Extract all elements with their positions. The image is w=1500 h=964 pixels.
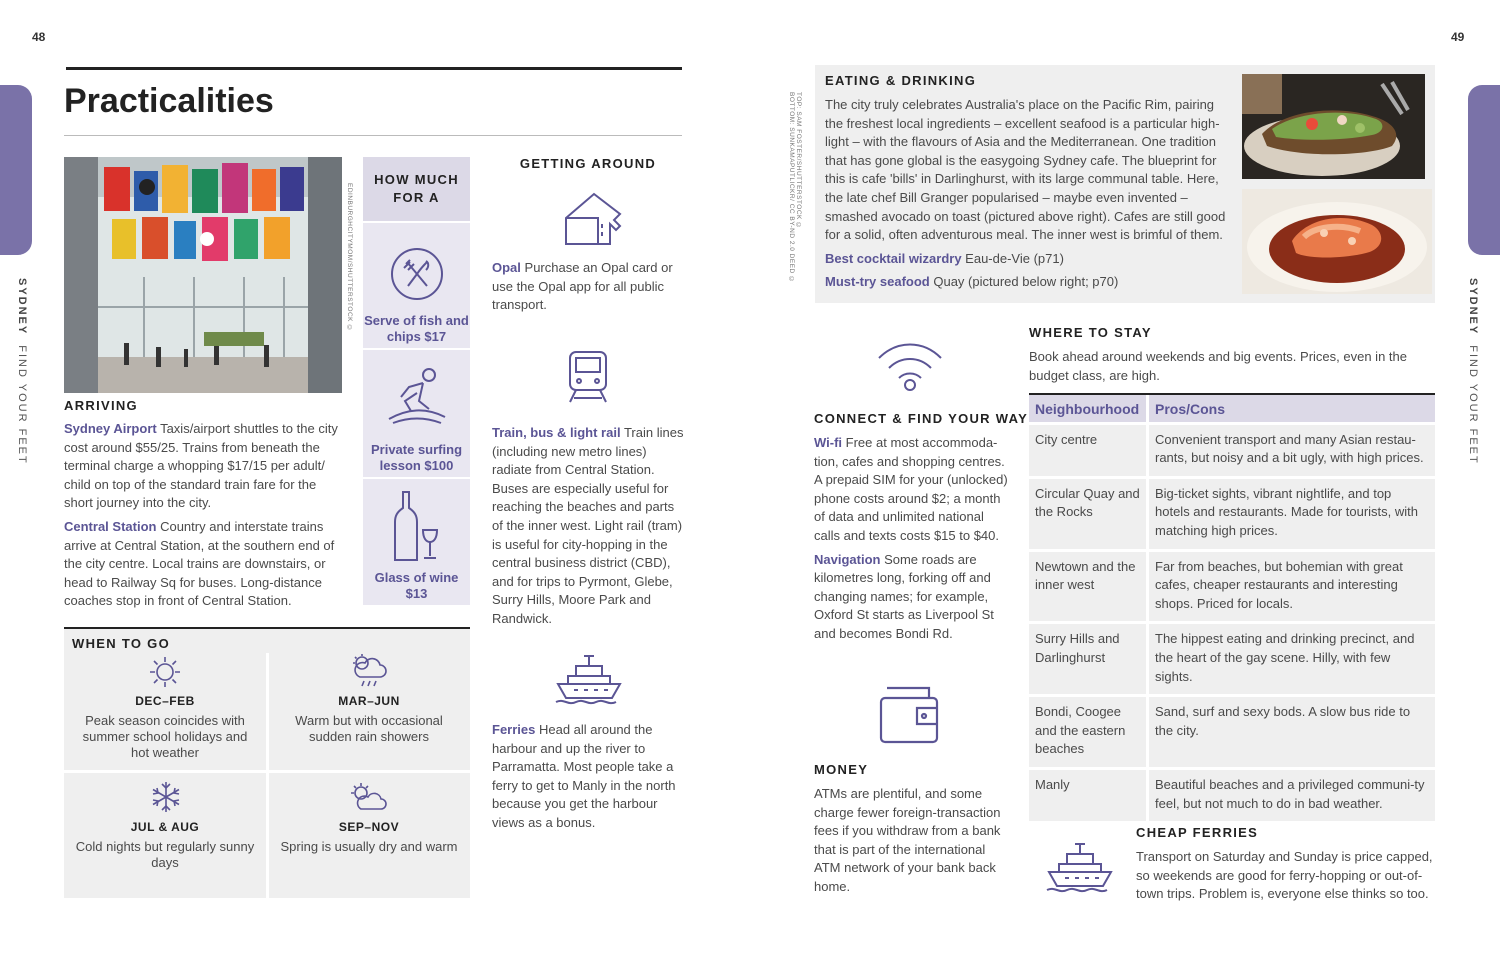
- navigation-lead: Navigation: [814, 551, 881, 567]
- season-title: JUL & AUG: [130, 820, 200, 834]
- seafood-text: Quay (pictured below right; p70): [929, 274, 1119, 290]
- photo-credit-right: [788, 92, 802, 284]
- season-card: [276, 819, 462, 855]
- season-card: [276, 693, 462, 745]
- chapter-tab-left: [0, 85, 32, 255]
- arriving-text: [64, 420, 342, 611]
- table-row: [1029, 552, 1435, 622]
- ferry-icon: [1045, 842, 1115, 894]
- season-text: Warm but with occasional sudden rain showers: [295, 713, 443, 744]
- table-row: [1029, 770, 1435, 821]
- column-header: Neighbourhood: [1029, 395, 1149, 422]
- running-head-city: SYDNEY: [1467, 278, 1479, 336]
- opal-body: Purchase an Opal card or use the Opal app for all public transport.: [492, 260, 673, 313]
- eating-text: [825, 96, 1229, 292]
- when-to-go-heading: WHEN TO GO: [72, 636, 170, 651]
- how-much-item: Glass of wine $13: [374, 570, 459, 601]
- pros-cons-cell: Big-ticket sights, vibrant nightlife, and top hotels and restaurants. Made for tourists, with matching high prices.: [1149, 479, 1435, 549]
- wine-icon: [393, 490, 443, 562]
- neighbourhood-cell: Bondi, Coogee and the eastern beaches: [1029, 697, 1149, 767]
- neighbourhood-cell: Newtown and the inner west: [1029, 552, 1149, 622]
- pros-cons-cell: Convenient transport and many Asian restau-rants, but noisy and a bit ugly, with high prices.: [1149, 425, 1435, 476]
- eating-panel: [815, 65, 1435, 303]
- season-card: [74, 819, 256, 871]
- connect-heading: CONNECT & FIND YOUR WAY: [814, 411, 1029, 426]
- pros-cons-cell: Sand, surf and sexy bods. A slow bus ride to the city.: [1149, 697, 1435, 767]
- neighbourhood-cell: City centre: [1029, 425, 1149, 476]
- table-row: [1029, 697, 1435, 767]
- where-to-stay-heading: WHERE TO STAY: [1029, 325, 1152, 340]
- getting-around-heading: GETTING AROUND: [519, 156, 657, 171]
- when-to-go-panel: [64, 629, 470, 898]
- eating-heading: EATING & DRINKING: [825, 73, 977, 88]
- column-header: Pros/Cons: [1149, 395, 1435, 422]
- title-underline: [64, 135, 682, 136]
- running-head-city: SYDNEY: [16, 278, 28, 336]
- cutlery-icon: [390, 247, 444, 301]
- where-to-stay-intro: Book ahead around weekends and big events. Prices, even in the budget class, are high.: [1029, 349, 1407, 383]
- season-card: [74, 693, 256, 761]
- page-number-right: 49: [1451, 30, 1465, 44]
- airport-text: Taxis/airport shuttles to the city cost around $55/25. Trains from beneath the terminal charge a whopping $17/15 per adult/ child on top of the standard train fare for the short journey into the city.: [64, 421, 338, 511]
- neighbourhood-cell: Surry Hills and Darlinghurst: [1029, 624, 1149, 694]
- how-much-item: Serve of fish and chips $17: [364, 313, 469, 344]
- central-lead: Central Station: [64, 518, 157, 534]
- season-title: SEP–NOV: [338, 820, 400, 834]
- page-title: Practicalities: [64, 82, 274, 120]
- surfer-icon: [387, 367, 447, 429]
- avocado-toast-photo: [1242, 74, 1425, 179]
- sun-icon: [148, 655, 182, 689]
- pros-cons-cell: Far from beaches, but bohemian with great cafes, cheaper restaurants and interesting shops. Priced for locals.: [1149, 552, 1435, 622]
- pros-cons-cell: Beautiful beaches and a privileged communi-ty feel, but not much to do in bad weather.: [1149, 770, 1435, 821]
- chapter-tab-right: [1468, 85, 1500, 255]
- ferries-body: Head all around the harbour and up the river to Parramatta. Most people take a ferry to get to Manly in the north because you get the harbour views as a bonus.: [492, 722, 676, 830]
- connect-text: [814, 434, 1009, 644]
- photo-credit-left: EDINBURGHCITYMOM/SHUTTERSTOCK ©: [346, 183, 353, 332]
- page-number-left: 48: [32, 30, 46, 44]
- season-text: Peak season coincides with summer school holidays and hot weather: [82, 713, 248, 760]
- airport-lead: Sydney Airport: [64, 421, 157, 436]
- train-text: [492, 424, 684, 629]
- pros-cons-cell: The hippest eating and drinking precinct, and the heart of the gay scene. Hilly, with few sights.: [1149, 624, 1435, 694]
- table-row: [1029, 425, 1435, 476]
- money-heading: MONEY: [814, 762, 869, 777]
- seafood-lead: Must-try seafood: [825, 274, 930, 290]
- rain-cloud-icon: [350, 653, 388, 689]
- cheap-ferries-heading: CHEAP FERRIES: [1136, 825, 1259, 840]
- table-row: [1029, 479, 1435, 549]
- cocktail-lead: Best cocktail wizardry: [825, 250, 962, 266]
- opal-lead: Opal: [492, 260, 521, 275]
- arriving-heading: ARRIVING: [64, 398, 138, 413]
- running-head-left: [16, 278, 28, 465]
- wifi-icon: [877, 342, 943, 392]
- season-text: Cold nights but regularly sunny days: [75, 839, 255, 870]
- neighbourhood-cell: Circular Quay and the Rocks: [1029, 479, 1149, 549]
- ferry-icon: [554, 654, 624, 706]
- opal-text: [492, 259, 682, 315]
- running-head-right: [1467, 278, 1479, 465]
- season-title: DEC–FEB: [135, 694, 195, 708]
- neighbourhood-cell: Manly: [1029, 770, 1149, 821]
- table-header-row: [1029, 395, 1435, 422]
- cocktail-text: Eau-de-Vie (p71): [961, 250, 1064, 266]
- central-text: Country and interstate trains arrive at Central Station, at the southern end of the city centre. Local trains are downstairs, or head to Railway Sq for buses. Long-distance coaches stop in front of Central Station.: [64, 518, 335, 609]
- credit-line: TOP: SAM FOSTER/SHUTTERSTOCK ©: [795, 92, 802, 230]
- ferries-lead: Ferries: [492, 722, 536, 737]
- how-much-panel: [363, 157, 470, 605]
- snowflake-icon: [150, 781, 182, 813]
- ferries-text: [492, 721, 684, 833]
- navigation-text: Some roads are kilometres long, forking off and changing names; for example, Oxford St starts as Liverpool St and becomes Bondi Rd.: [814, 551, 994, 641]
- ticket-icon: [562, 190, 622, 248]
- seafood-dish-photo: [1242, 189, 1432, 294]
- money-text: ATMs are plentiful, and some charge fewer foreign-transaction fees if you withdraw from a bank that is part of the international ATM network of your bank back home.: [814, 786, 1001, 894]
- wifi-text: Free at most accommoda-tion, cafes and shopping centres. A prepaid SIM for your (unlocked) phone costs around $2; a month of data and unlimited national calls and texts costs $15 to $40.: [814, 435, 1008, 543]
- airport-photo: [64, 157, 342, 393]
- eating-body: The city truly celebrates Australia's place on the Pacific Rim, pairing the freshest local ingredients – excellent seafood is a particular high-light – with the flavours of Asia and the Mediterranean. One tradition that has gone global is the easygoing Sydney cafe. The blueprint for this is cafe 'bills' in Darlinghurst, with its large communal table. Here, the late chef Bill Granger popularised – maybe even invented – smashed avocado on toast (pictured above right). Cafes are still good for a solid, often adventurous meal. The inner west is brimful of them.: [825, 97, 1226, 243]
- running-head-section: FIND YOUR FEET: [16, 345, 28, 465]
- wifi-lead: Wi-fi: [814, 435, 843, 450]
- train-icon: [566, 348, 610, 406]
- credit-line: BOTTOM: SUNKAMAPUTLICKR/ CC BY-ND 2.0 DEED ©: [788, 92, 795, 284]
- sun-cloud-icon: [349, 781, 387, 813]
- stay-table: [1029, 395, 1435, 824]
- how-much-heading: HOW MUCH FOR A: [363, 157, 470, 221]
- train-body: Train lines (including new metro lines) radiate from Central Station. Buses are especially useful for reaching the beaches and parts of the inner west. Light rail (tram) is useful for city-hopping in the central business district (CBD), and for trips to Pyrmont, Glebe, Surry Hills, Moore Park and Randwick.: [492, 425, 684, 626]
- table-row: [1029, 624, 1435, 694]
- running-head-section: FIND YOUR FEET: [1467, 345, 1479, 465]
- season-title: MAR–JUN: [338, 694, 400, 708]
- season-text: Spring is usually dry and warm: [280, 839, 458, 854]
- title-rule: [66, 67, 682, 70]
- cheap-ferries-text: Transport on Saturday and Sunday is price capped, so weekends are good for ferry-hopping or out-of-town trips. Problem is, everyone else thinks so too.: [1136, 849, 1433, 902]
- how-much-item: Private surfing lesson $100: [370, 442, 463, 473]
- wallet-icon: [879, 684, 941, 746]
- train-lead: Train, bus & light rail: [492, 425, 621, 440]
